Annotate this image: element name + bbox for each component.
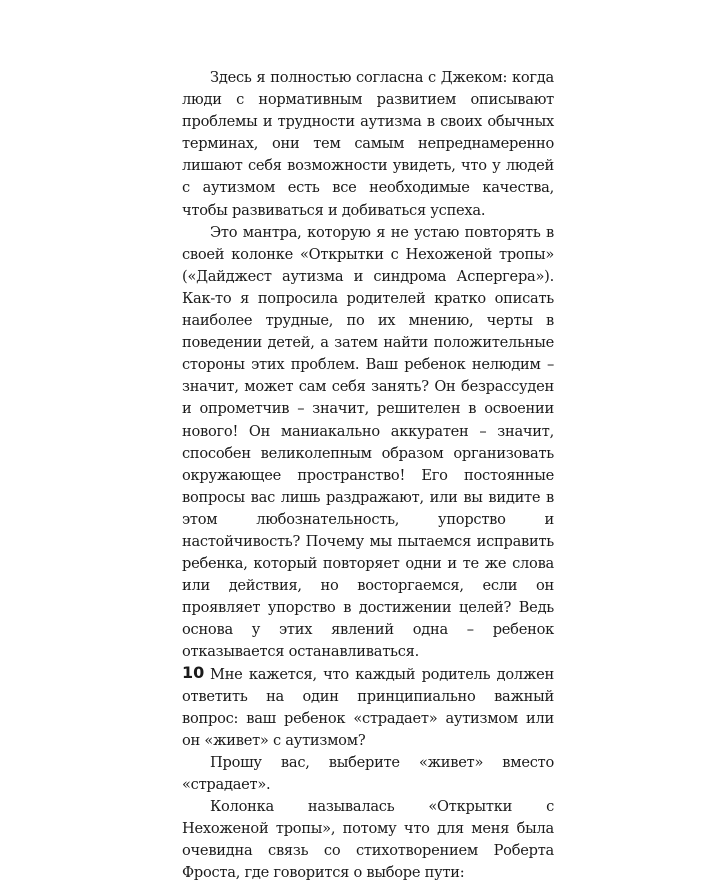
paragraph-5: Колонка называлась «Открытки с Нехоженой тропы», потому что для меня была очевидна связь со стихотворением Роберта Фроста, где говорится о выборе пути: xyxy=(182,798,554,882)
page-number: 10 xyxy=(182,663,205,682)
paragraph-2: Это мантра, которую я не устаю повторять в своей колонке «Открытки с Нехоженой тропы» («Дайджест аутизма и синдрома Аспергера»). Как-то я попросила родителей кратко описать наиболее трудные, по их мнению, черты в поведении детей, а затем найти положительные стороны этих проблем. Ваш ребенок нелюдим – значит, может сам себя занять? Он безрассуден и опрометчив – значит, решителен в освоении нового! Он маниакально аккуратен – значит, способен великолепным образом организовать окружающее пространство! Его постоянные вопросы вас лишь раздражают, или вы видите в этом любознательность, упорство и настойчивость? Почему мы пытаемся исправить ребенка, который повторяет одни и те же слова или действия, но восторгаемся, если он проявляет упорство в достижении целей? Ведь основа у этих явлений одна – ребенок отказывается останавливаться. xyxy=(182,223,554,661)
body-text xyxy=(182,67,554,884)
paragraph-3: Мне кажется, что каждый родитель должен ответить на один принципиально важный вопрос: ваш ребенок «страдает» аутизмом или он «живет» с аутизмом? xyxy=(182,665,554,749)
paragraph-1: Здесь я полностью согласна с Джеком: когда люди с нормативным развитием описывают проблемы и трудности аутизма в своих обычных терминах, они тем самым непреднамеренно лишают себя возможности увидеть, что у людей с аутизмом есть все необходимые качества, чтобы развиваться и добиваться успеха. xyxy=(182,69,554,219)
paragraph-4: Прошу вас, выберите «живет» вместо «страдает». xyxy=(182,753,554,793)
